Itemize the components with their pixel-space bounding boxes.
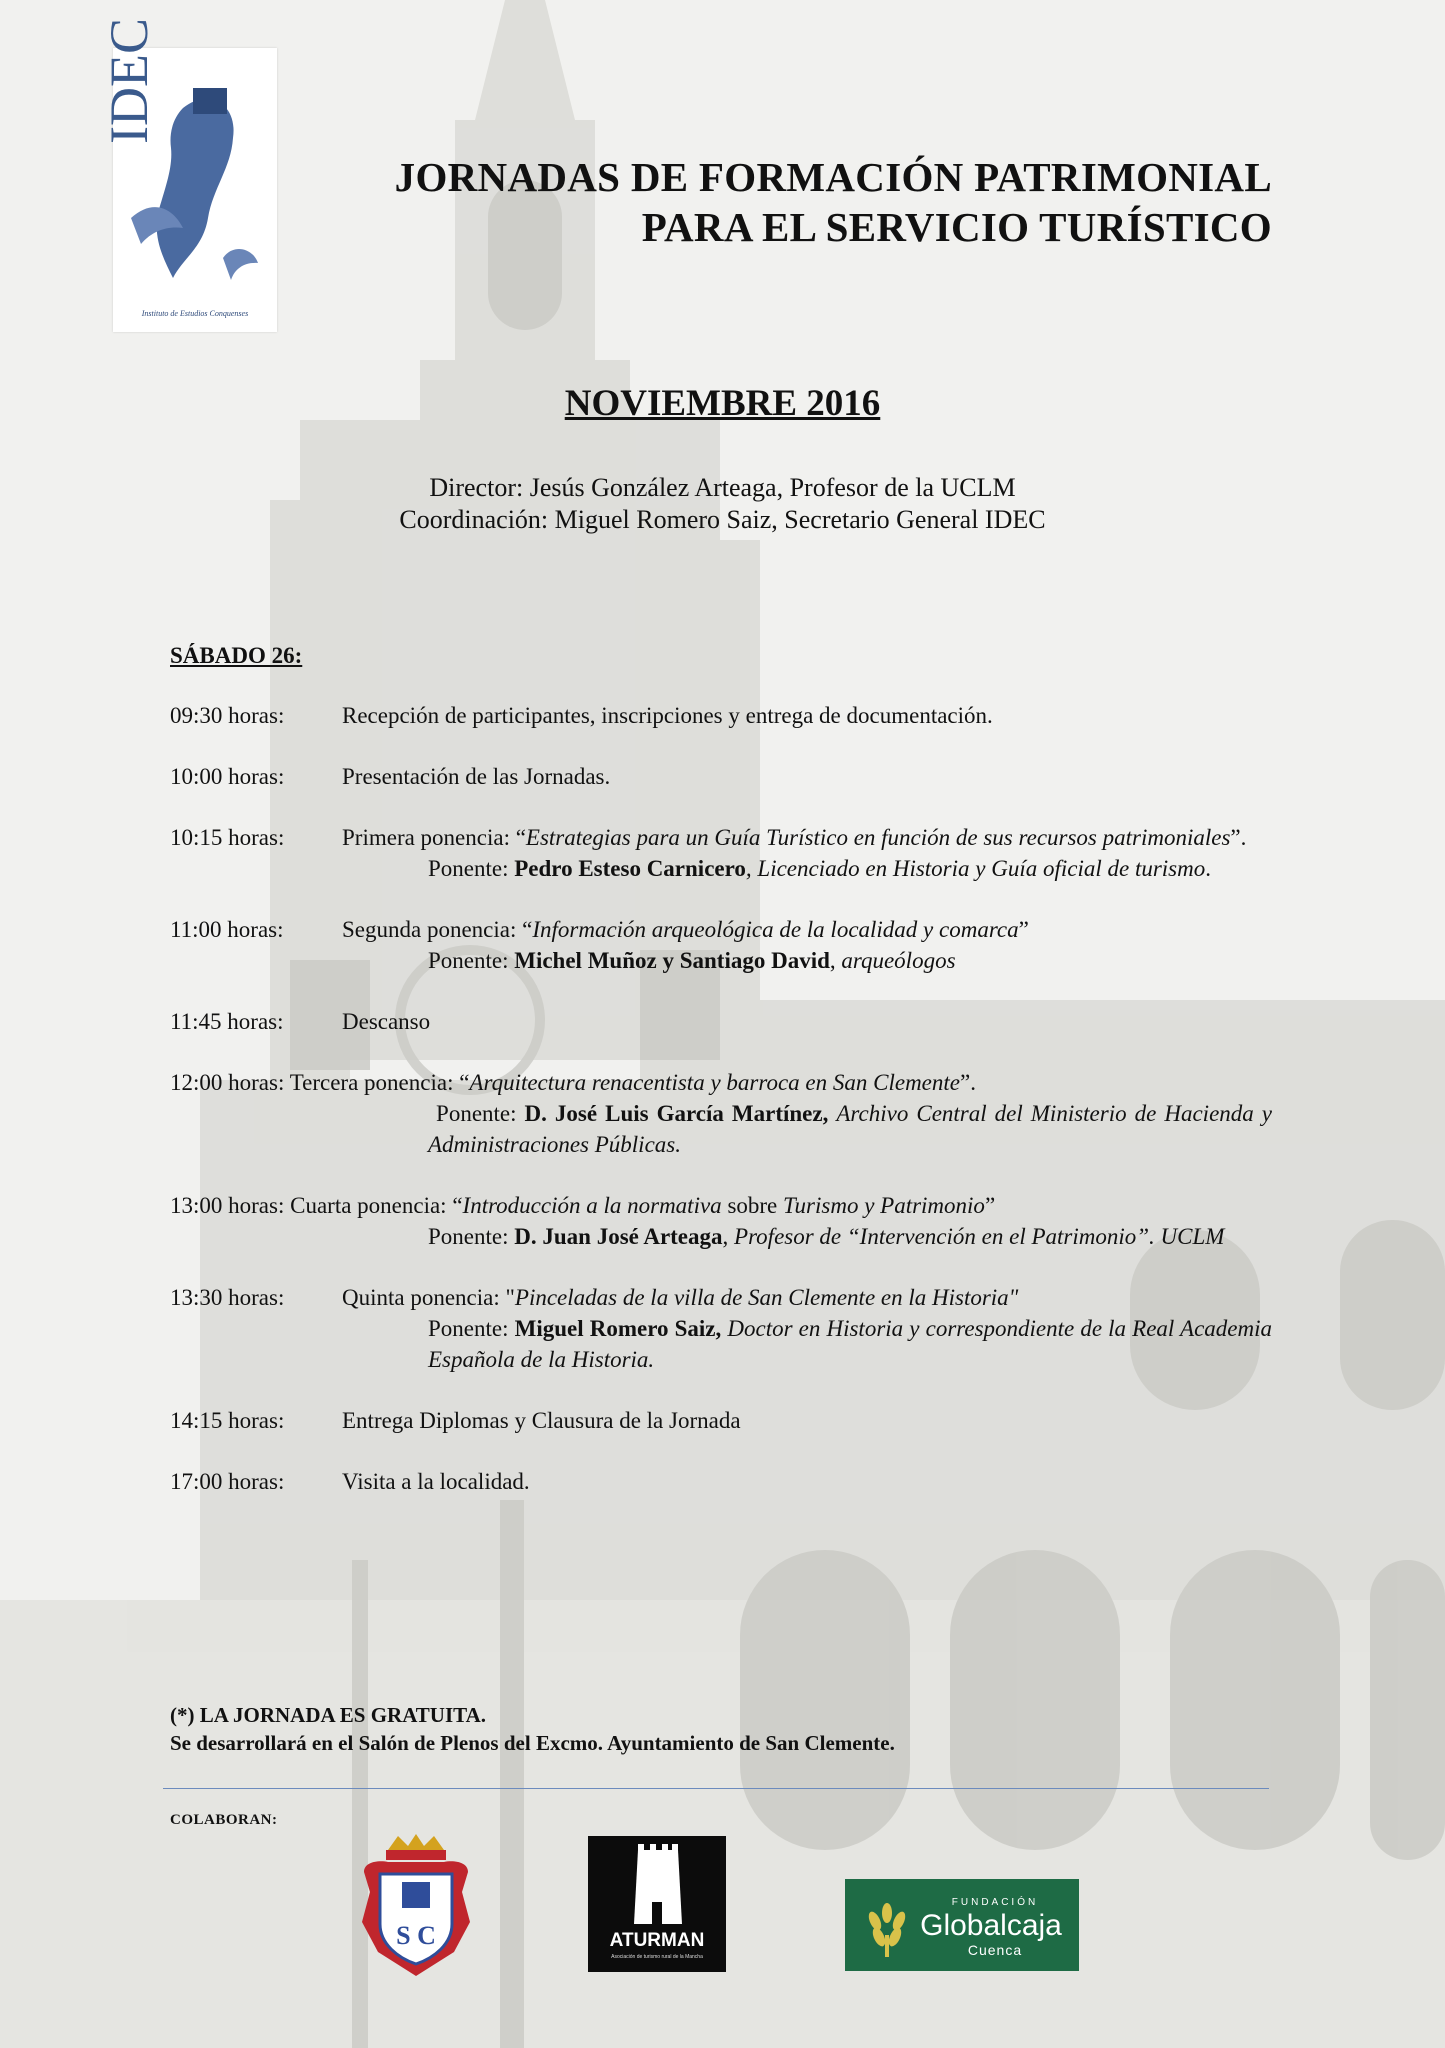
globalcaja-city: Cuenca <box>967 1942 1023 1958</box>
idec-caption: Instituto de Estudios Conquenses <box>141 309 249 318</box>
speaker-name: Miguel Romero Saiz, <box>514 1316 722 1341</box>
title-line-1: JORNADAS DE FORMACIÓN PATRIMONIAL <box>394 154 1272 200</box>
talk-title: Arquitectura renacentista y barroca en San Clemente <box>469 1070 960 1095</box>
talk-title: Estrategias para un Guía Turístico en función de sus recursos patrimoniales <box>525 825 1231 850</box>
speaker-role: Licenciado en Historia y Guía oficial de turismo <box>757 856 1206 881</box>
speaker-line: Ponente: D. Juan José Arteaga, Profesor de “Intervención en el Patrimonio”. UCLM <box>428 1224 1225 1249</box>
speaker-name: Pedro Esteso Carnicero <box>514 856 746 881</box>
item-text: 13:00 horas: Cuarta ponencia: “Introducción a la normativa sobre Turismo y Patrimonio” <box>170 1193 996 1218</box>
item-time: 13:00 horas: <box>170 1193 285 1218</box>
aturman-logo <box>588 1836 726 1972</box>
speaker-role: arqueólogos <box>841 948 956 973</box>
program-item <box>170 1006 1272 1037</box>
speaker-line: Ponente: Miguel Romero Saiz, Doctor en Historia y correspondiente de la Real Academia Española de la Historia. <box>428 1316 1272 1372</box>
speaker-line: Ponente: Pedro Esteso Carnicero, Licenciado en Historia y Guía oficial de turismo. <box>428 856 1211 881</box>
poster-title <box>395 152 1272 252</box>
idec-emblem-icon <box>99 18 277 332</box>
program <box>170 640 1272 1527</box>
program-item <box>170 914 1272 976</box>
program-item <box>170 822 1272 884</box>
item-time: 14:15 horas: <box>170 1408 285 1433</box>
globalcaja-foundation: FUNDACIÓN <box>951 1897 1039 1908</box>
program-item <box>170 1190 1272 1252</box>
item-text: Visita a la localidad. <box>342 1469 530 1494</box>
item-time: 11:45 horas: <box>170 1009 284 1034</box>
program-item <box>170 1466 1272 1497</box>
globalcaja-wheat-icon <box>845 1879 1079 1971</box>
talk-title: Pinceladas de la villa de San Clemente en la Historia" <box>514 1285 1019 1310</box>
item-text: Primera ponencia: “Estrategias para un Guía Turístico en función de sus recursos patrimoniales”. <box>342 825 1247 850</box>
free-entry-note <box>170 1701 895 1757</box>
speaker-line: Ponente: Michel Muñoz y Santiago David, arqueólogos <box>428 948 956 973</box>
idec-letters: IDEC <box>99 18 159 144</box>
aturman-tagline: Asociación de turismo rural de la Mancha <box>611 1954 703 1960</box>
item-time: 11:00 horas: <box>170 917 284 942</box>
title-line-2: PARA EL SERVICIO TURÍSTICO <box>641 204 1272 250</box>
talk-title: Información arqueológica de la localidad y comarca <box>532 917 1019 942</box>
talk-title: Introducción a la normativa <box>462 1193 722 1218</box>
san-clemente-coat-of-arms <box>358 1832 474 1978</box>
speaker-role: Archivo Central del Ministerio de Hacienda y Administraciones Públicas. <box>428 1101 1273 1157</box>
credits <box>0 472 1445 536</box>
speaker-role: Profesor de “Intervención en el Patrimonio”. UCLM <box>734 1224 1225 1249</box>
note-line-2: Se desarrollará en el Salón de Plenos del Excmo. Ayuntamiento de San Clemente. <box>170 1731 895 1755</box>
director-line: Director: Jesús González Arteaga, Profesor de la UCLM <box>429 473 1016 502</box>
program-item <box>170 761 1272 792</box>
note-line-1: (*) LA JORNADA ES GRATUITA. <box>170 1703 487 1727</box>
divider <box>163 1788 1269 1789</box>
fundacion-globalcaja-logo <box>845 1879 1079 1971</box>
item-time: 09:30 horas: <box>170 703 285 728</box>
item-text: Segunda ponencia: “Información arqueológica de la localidad y comarca” <box>342 917 1029 942</box>
speaker-name: D. José Luis García Martínez, <box>524 1101 829 1126</box>
speaker-name: Michel Muñoz y Santiago David <box>514 948 830 973</box>
item-text: Entrega Diplomas y Clausura de la Jornada <box>342 1408 741 1433</box>
item-text: Recepción de participantes, inscripciones y entrega de documentación. <box>342 703 993 728</box>
aturman-name: ATURMAN <box>609 1930 705 1951</box>
item-time: 13:30 horas: <box>170 1285 285 1310</box>
program-item <box>170 1282 1272 1375</box>
coat-of-arms-icon <box>358 1832 474 1978</box>
program-item <box>170 1405 1272 1436</box>
program-item <box>170 700 1272 731</box>
coordination-line: Coordinación: Miguel Romero Saiz, Secretario General IDEC <box>399 505 1046 534</box>
item-time: 17:00 horas: <box>170 1469 285 1494</box>
item-time: 10:00 horas: <box>170 764 285 789</box>
aturman-tower-icon <box>588 1836 726 1972</box>
item-text: Quinta ponencia: "Pinceladas de la villa de San Clemente en la Historia" <box>342 1285 1019 1310</box>
collaborators-label: COLABORAN: <box>170 1812 278 1828</box>
item-time: 10:15 horas: <box>170 825 285 850</box>
program-day: SÁBADO 26: <box>170 643 303 668</box>
item-text: Presentación de las Jornadas. <box>342 764 611 789</box>
globalcaja-name: Globalcaja <box>920 1909 1062 1942</box>
program-item <box>170 1067 1272 1160</box>
item-text: Descanso <box>342 1009 431 1034</box>
speaker-role: Doctor en Historia y correspondiente de la Real Academia Española de la Historia. <box>428 1316 1272 1372</box>
coat-of-arms-letters: S C <box>396 1921 436 1950</box>
item-time: 12:00 horas: <box>170 1070 285 1095</box>
speaker-name: D. Juan José Arteaga <box>514 1224 723 1249</box>
item-text: 12:00 horas: Tercera ponencia: “Arquitectura renacentista y barroca en San Clemente”. <box>170 1070 976 1095</box>
speaker-line: Ponente: D. José Luis García Martínez, Archivo Central del Ministerio de Hacienda y Administraciones Públicas. <box>428 1101 1273 1157</box>
idec-logo <box>99 18 277 332</box>
event-month: NOVIEMBRE 2016 <box>564 383 881 424</box>
